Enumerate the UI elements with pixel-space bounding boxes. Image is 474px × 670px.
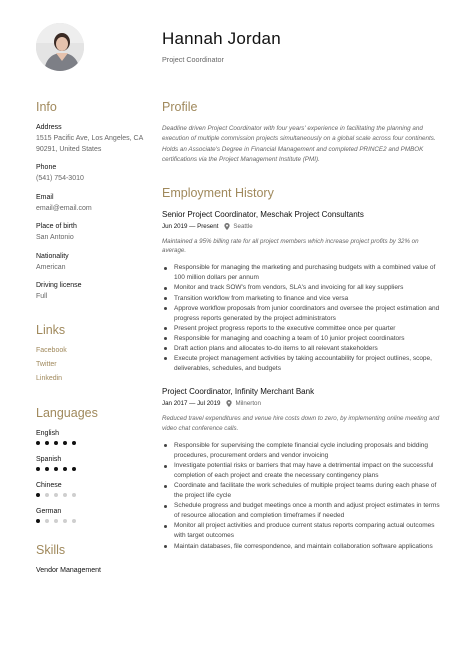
level-dot: [72, 441, 76, 445]
language-level: [36, 441, 148, 445]
job-location: [226, 400, 260, 407]
list-item: Responsible for supervising the complete financial cycle including proposals and bidding procedures, procurement orders and vendor invoicing: [162, 441, 444, 461]
candidate-name: Hannah Jordan: [162, 29, 281, 48]
list-item: Monitor and track SOW's from vendors, SLA's and invoicing for all key suppliers: [162, 283, 444, 293]
job-meta: [162, 400, 444, 407]
info-label: Place of birth: [36, 223, 77, 230]
level-dot: [63, 441, 67, 445]
language-german: [36, 508, 148, 523]
language-name: Spanish: [36, 455, 62, 463]
language-spanish: [36, 456, 148, 471]
job-bullets: [162, 263, 444, 374]
level-dot: [45, 467, 49, 471]
job-location-text: Milnerton: [235, 400, 261, 408]
profile-photo: [36, 23, 84, 71]
level-dot: [72, 519, 76, 523]
info-email: [36, 194, 148, 215]
info-value: (541) 754-3010: [36, 175, 84, 182]
level-dot: [54, 519, 58, 523]
job-location-text: Seattle: [233, 222, 253, 230]
info-value: Full: [36, 293, 48, 300]
job-title: Project Coordinator, Infinity Merchant Bank: [162, 387, 315, 397]
level-dot: [54, 441, 58, 445]
level-dot: [54, 467, 58, 471]
level-dot: [45, 441, 49, 445]
level-dot: [45, 519, 49, 523]
skills-heading: Skills: [36, 542, 66, 557]
level-dot: [72, 467, 76, 471]
info-heading: Info: [36, 100, 57, 114]
info-label: Email: [36, 193, 54, 201]
level-dot: [36, 519, 40, 523]
main-content: [162, 100, 444, 565]
job-entry: [162, 387, 444, 552]
list-item: Investigate potential risks or barriers that may have a detrimental impact on the successful completion of each project and create the necessary contingency plans: [162, 461, 444, 481]
level-dot: [63, 519, 67, 523]
language-name: German: [36, 507, 62, 515]
list-item: Transition workflow from marketing to finance and vice versa: [162, 294, 444, 304]
location-pin-icon: [226, 400, 232, 407]
info-label: Phone: [36, 164, 57, 171]
language-chinese: [36, 482, 148, 497]
job-summary: Reduced travel expenditures and venue hire costs down to zero, by implementing online meeting and video chat conference calls.: [162, 415, 440, 432]
job-dates: Jun 2019 — Present: [162, 222, 219, 230]
link-facebook[interactable]: Facebook: [36, 346, 67, 354]
level-dot: [36, 441, 40, 445]
info-value: 1515 Pacific Ave, Los Angeles, CA 90291, United States: [36, 135, 143, 153]
info-value: San Antonio: [36, 234, 74, 241]
language-level: [36, 493, 148, 497]
profile-heading: Profile: [162, 100, 198, 114]
candidate-role: Project Coordinator: [162, 55, 224, 64]
list-item: Execute project management activities by taking accountability for project outlines, scope, deliverables, schedules, and budgets: [162, 354, 444, 374]
level-dot: [63, 467, 67, 471]
language-english: [36, 430, 148, 445]
level-dot: [45, 493, 49, 497]
info-label: Address: [36, 124, 62, 131]
level-dot: [72, 493, 76, 497]
info-value: email@email.com: [36, 204, 92, 212]
job-title: Senior Project Coordinator, Meschak Project Consultants: [162, 209, 364, 219]
location-pin-icon: [224, 223, 230, 230]
language-name: Chinese: [36, 481, 62, 489]
level-dot: [36, 467, 40, 471]
list-item: Maintain databases, file correspondence, and maintain collaboration software applications: [162, 542, 444, 552]
list-item: Responsible for managing the marketing and purchasing budgets with a combined value of 100 million dollars per annum: [162, 263, 444, 283]
job-summary: Maintained a 95% billing rate for all project members which increase project profits by 32% on average.: [162, 237, 419, 255]
info-address: [36, 124, 148, 155]
list-item: Draft action plans and allocates to-do items to all relevant stakeholders: [162, 344, 444, 354]
sidebar: [36, 100, 148, 578]
job-bullets: [162, 441, 444, 552]
info-label: Driving license: [36, 282, 82, 289]
info-license: [36, 282, 148, 303]
level-dot: [36, 493, 40, 497]
list-item: Present project progress reports to the executive committee once per quarter: [162, 324, 444, 334]
job-dates: Jan 2017 — Jul 2019: [162, 400, 221, 408]
info-birthplace: [36, 223, 148, 244]
profile-summary: Deadline driven Project Coordinator with four years' experience in facilitating the planning and execution of multiple commission projects simultaneously on a global scale across four continents. Holds an Associate's Degree in Financial Management and completed PRINCE2 and PMBOK certifications via the Project Management Institute (PMI).: [162, 125, 436, 164]
info-value: American: [36, 263, 66, 271]
job-location: [224, 223, 252, 230]
list-item: Schedule progress and budget meetings once a month and adjust project estimates in terms of resource allocation and completion timeframes if needed: [162, 501, 444, 521]
job-entry: [162, 210, 444, 375]
list-item: Approve workflow proposals from junior coordinators and oversee the project estimation and progress reports generated by the project administrators: [162, 304, 444, 324]
info-phone: [36, 164, 148, 185]
info-label: Nationality: [36, 252, 69, 260]
language-name: English: [36, 429, 59, 437]
language-level: [36, 467, 148, 471]
skill-name: Vendor Management: [36, 566, 101, 574]
link-twitter[interactable]: Twitter: [36, 360, 57, 368]
job-meta: [162, 223, 444, 230]
level-dot: [63, 493, 67, 497]
language-level: [36, 519, 148, 523]
list-item: Monitor all project activities and produce current status reports comparing actual outcomes with target outcomes: [162, 521, 444, 541]
employment-heading: Employment History: [162, 185, 274, 200]
list-item: Coordinate and facilitate the work schedules of multiple project teams during each phase of the project life cycle: [162, 481, 444, 501]
links-heading: Links: [36, 322, 66, 337]
level-dot: [54, 493, 58, 497]
info-nationality: [36, 253, 148, 274]
list-item: Responsible for managing and coaching a team of 10 junior project coordinators: [162, 334, 444, 344]
link-linkedin[interactable]: Linkedin: [36, 374, 63, 382]
languages-heading: Languages: [36, 405, 98, 420]
